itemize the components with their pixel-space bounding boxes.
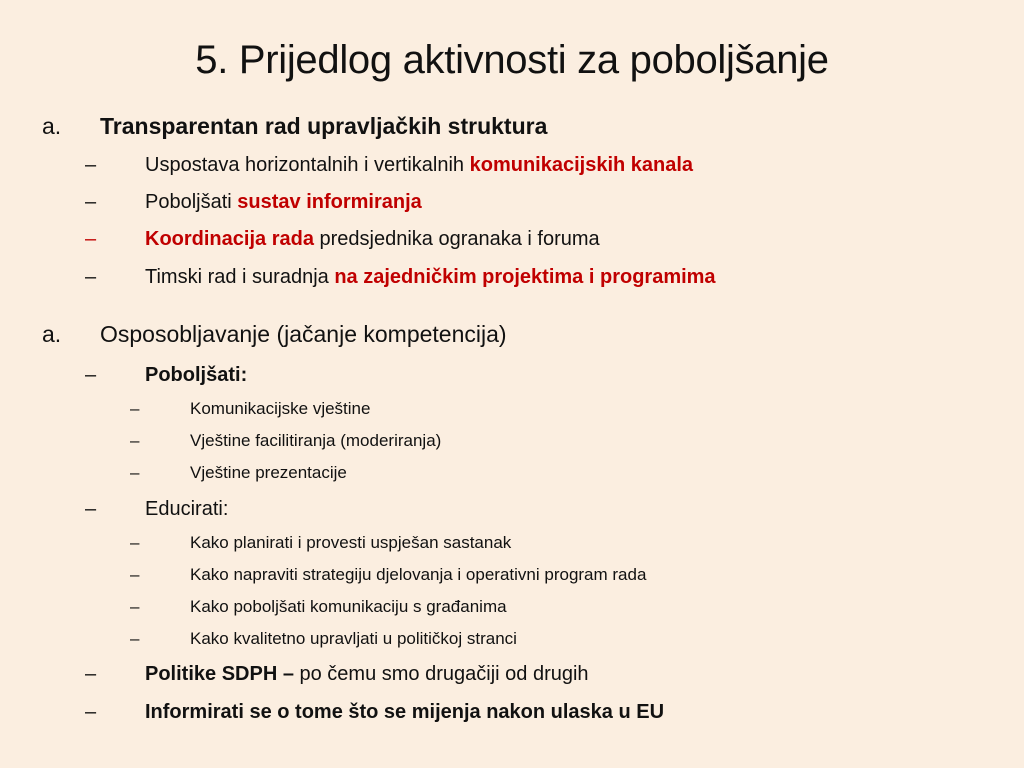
dash-marker: – xyxy=(130,463,140,482)
slide-title: 5. Prijedlog aktivnosti za poboljšanje xyxy=(195,38,829,82)
item-highlight: komunikacijskih kanala xyxy=(469,154,694,176)
section-b-heading-row xyxy=(0,320,1024,350)
list-marker: a. xyxy=(42,113,62,139)
educate-label: Educirati: xyxy=(145,498,229,520)
sub-item-text: Vještine prezentacije xyxy=(190,463,347,482)
dash-marker: – xyxy=(130,431,140,450)
list-item xyxy=(0,189,1024,219)
list-item xyxy=(0,661,1024,691)
inform-text: Informirati se o tome što se mijenja nakon ulaska u EU xyxy=(145,701,665,723)
list-item xyxy=(0,264,1024,294)
list-item xyxy=(0,152,1024,182)
sub-item-text: Vještine facilitiranja (moderiranja) xyxy=(190,431,442,450)
sub-item-text: Komunikacijske vještine xyxy=(190,399,371,418)
dash-marker: – xyxy=(85,498,97,520)
dash-marker: – xyxy=(85,701,97,723)
sub-list-item xyxy=(0,532,1024,562)
sub-item-text: Kako planirati i provesti uspješan sastanak xyxy=(190,533,512,552)
sub-list-item xyxy=(0,596,1024,626)
sub-list-item xyxy=(0,564,1024,594)
dash-marker: – xyxy=(85,663,97,685)
dash-marker: – xyxy=(130,565,140,584)
dash-marker: – xyxy=(85,154,97,176)
sub-list-item xyxy=(0,628,1024,658)
sub-list-item xyxy=(0,398,1024,428)
section-a-heading-row xyxy=(0,112,1024,142)
dash-marker: – xyxy=(85,191,97,213)
sub-list-item xyxy=(0,430,1024,460)
policies-bold: Politike SDPH – xyxy=(145,663,294,685)
section-b-heading: Osposobljavanje (jačanje kompetencija) xyxy=(100,321,507,347)
dash-marker: – xyxy=(85,364,97,386)
sub-list-item xyxy=(0,462,1024,492)
improve-label: Poboljšati: xyxy=(145,364,248,386)
list-marker: a. xyxy=(42,321,62,347)
item-text: Uspostava horizontalnih i vertikalnih xyxy=(145,154,470,176)
section-a-heading: Transparentan rad upravljačkih struktura xyxy=(100,113,548,139)
dash-marker: – xyxy=(85,228,97,250)
item-text: predsjednika ogranaka i foruma xyxy=(313,228,600,250)
item-highlight: sustav informiranja xyxy=(237,191,422,213)
list-item xyxy=(0,226,1024,256)
list-item xyxy=(0,362,1024,392)
sub-item-text: Kako poboljšati komunikaciju s građanima xyxy=(190,597,507,616)
sub-item-text: Kako kvalitetno upravljati u političkoj stranci xyxy=(190,629,517,648)
dash-marker: – xyxy=(130,533,140,552)
item-highlight: Koordinacija rada xyxy=(145,228,314,250)
dash-marker: – xyxy=(130,629,140,648)
dash-marker: – xyxy=(130,399,140,418)
item-highlight: na zajedničkim projektima i programima xyxy=(334,266,716,288)
dash-marker: – xyxy=(85,266,97,288)
list-item xyxy=(0,699,1024,729)
item-text: Poboljšati xyxy=(145,191,238,213)
list-item xyxy=(0,496,1024,526)
policies-text: po čemu smo drugačiji od drugih xyxy=(293,663,589,685)
sub-item-text: Kako napraviti strategiju djelovanja i operativni program rada xyxy=(190,565,647,584)
dash-marker: – xyxy=(130,597,140,616)
item-text: Timski rad i suradnja xyxy=(145,266,335,288)
